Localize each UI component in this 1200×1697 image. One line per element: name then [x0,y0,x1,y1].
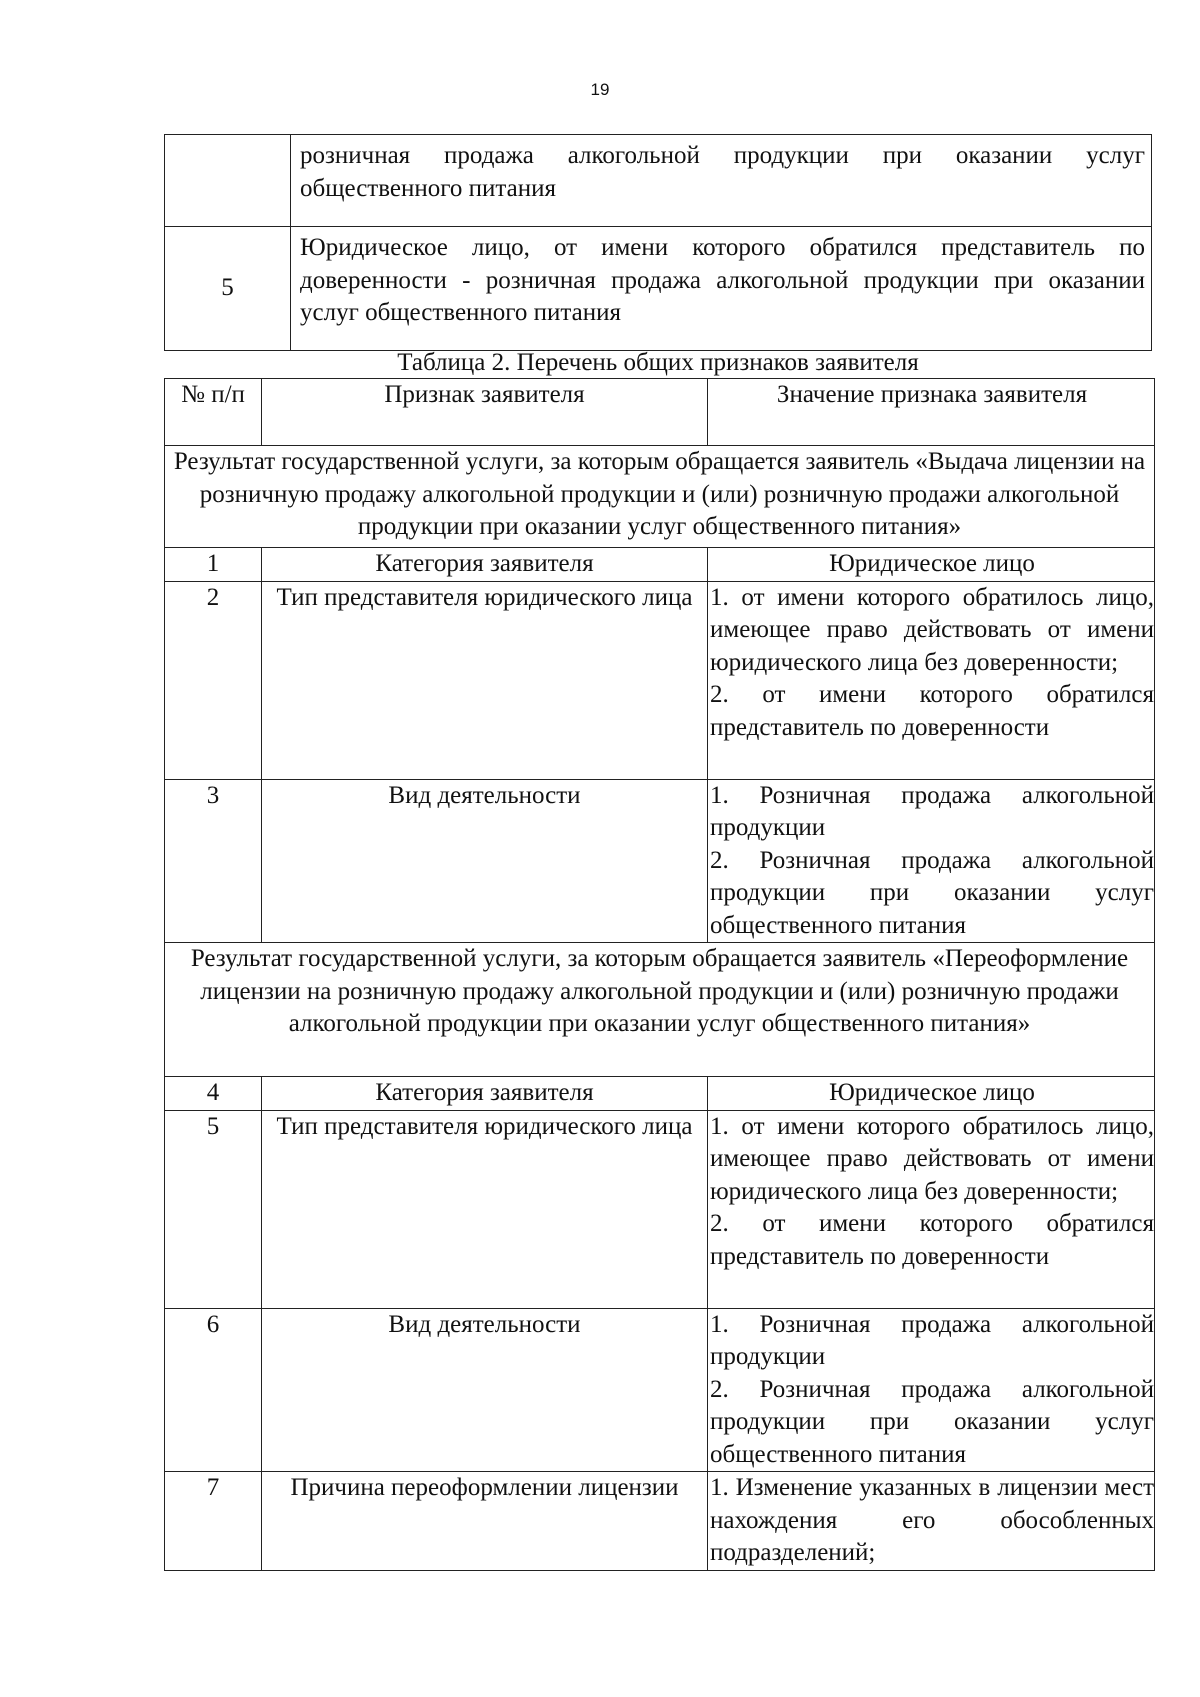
row-attribute: Вид деятельности [262,1308,708,1472]
row-attribute: Категория заявителя [262,1077,708,1111]
section-2-title: Результат государственной услуги, за которым обращается заявитель «Переоформление лицензии на розничную продажу алкогольной продукции и (или) розничную продажи алкогольной продукции при оказании услуг общественного питания» [165,943,1155,1077]
row-attribute: Тип представителя юридического лица [262,581,708,779]
table-row [165,1110,1155,1308]
table-1-continuation [164,134,1152,351]
section-1-title: Результат государственной услуги, за которым обращается заявитель «Выдача лицензии на розничную продажу алкогольной продукции и (или) розничную продажи алкогольной продукции при оказании услуг общественного питания» [165,446,1155,548]
row-value [708,1472,1155,1571]
row-number: 6 [165,1308,262,1472]
table-row [165,1077,1155,1111]
table-row [165,581,1155,779]
value-item: 1. от имени которого обратилось лицо, имеющее право действовать от имени юридического лица без доверенности; [710,583,1154,676]
table-row [165,227,1152,351]
section-title-row [165,943,1155,1077]
row-text: розничная продажа алкогольной продукции при оказании услуг общественного питания [291,135,1152,227]
header-value: Значение признака заявителя [708,379,1155,446]
header-attribute: Признак заявителя [262,379,708,446]
row-number: 1 [165,548,262,582]
table-2-title: Таблица 2. Перечень общих признаков заявителя [397,349,919,376]
row-attribute: Причина переоформлении лицензии [262,1472,708,1571]
row-attribute: Вид деятельности [262,779,708,943]
value-item: 1. от имени которого обратилось лицо, имеющее право действовать от имени юридического лица без доверенности; [710,1112,1154,1205]
value-item: 1. Розничная продажа алкогольной продукции [710,781,1154,841]
row-value [708,581,1155,779]
table-row [165,135,1152,227]
section-title-row [165,446,1155,548]
table-header-row [165,379,1155,446]
row-number: 4 [165,1077,262,1111]
value-item: 1. Изменение указанных в лицензии мест нахождения его обособленных подразделений; [710,1474,1154,1566]
row-value: Юридическое лицо [708,548,1155,582]
value-item: 2. от имени которого обратился представитель по доверенности [710,681,1154,741]
row-number: 7 [165,1472,262,1571]
row-value [708,1110,1155,1308]
row-value [708,779,1155,943]
row-number: 5 [165,1110,262,1308]
row-number: 2 [165,581,262,779]
row-number: 3 [165,779,262,943]
table-2 [164,378,1155,1571]
table-row [165,548,1155,582]
table-row [165,1472,1155,1571]
row-text: Юридическое лицо, от имени которого обратился представитель по доверенности - розничная продажа алкогольной продукции при оказании услуг общественного питания [291,227,1152,351]
row-number: 5 [165,227,291,351]
page-number: 19 [590,80,610,99]
row-value: Юридическое лицо [708,1077,1155,1111]
value-item: 2. Розничная продажа алкогольной продукции при оказании услуг общественного питания [710,846,1154,939]
row-attribute: Категория заявителя [262,548,708,582]
table-row [165,779,1155,943]
value-item: 1. Розничная продажа алкогольной продукции [710,1310,1154,1370]
row-value [708,1308,1155,1472]
row-number [165,135,291,227]
row-attribute: Тип представителя юридического лица [262,1110,708,1308]
value-item: 2. Розничная продажа алкогольной продукции при оказании услуг общественного питания [710,1375,1154,1468]
value-item: 2. от имени которого обратился представитель по доверенности [710,1210,1154,1270]
table-row [165,1308,1155,1472]
header-num: № п/п [165,379,262,446]
